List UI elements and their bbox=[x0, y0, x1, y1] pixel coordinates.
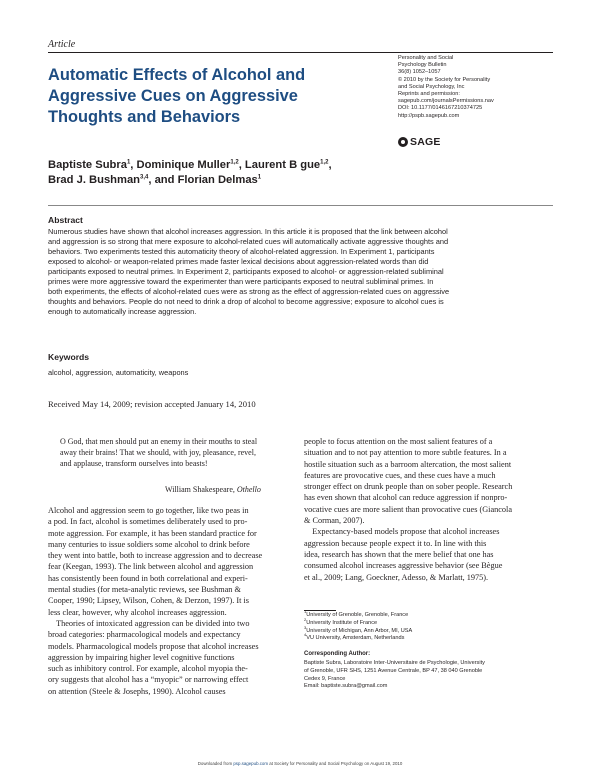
corresponding-author-email[interactable]: Email: baptiste.subra@gmail.com bbox=[304, 683, 388, 690]
body-line: mote aggression. For example, it has been standard practice for bbox=[48, 528, 257, 538]
header-rule bbox=[48, 52, 553, 53]
body-line: ory suggests that alcohol has a “myopic” or narrowing effect bbox=[48, 675, 249, 685]
corresponding-author-heading: Corresponding Author: bbox=[304, 651, 371, 657]
sage-logo-icon bbox=[398, 137, 408, 147]
abstract-line: exposed to alcohol- or weapon-related primes made faster lexical decisions about aggression-related words than did bbox=[48, 257, 429, 266]
author-line bbox=[48, 158, 378, 173]
body-line: features are provocative cues, and these cues have a much bbox=[304, 470, 496, 480]
journal-info-line: 36(8) 1052–1057 bbox=[398, 69, 441, 76]
abstract-rule bbox=[48, 205, 553, 206]
body-line: mental studies (for meta-analytic reviews, see Bushman & bbox=[48, 585, 241, 595]
abstract-line: participants exposed to neutral primes. In Experiment 2, participants exposed to alcohol- or aggression-related subliminal bbox=[48, 267, 444, 276]
keywords-heading: Keywords bbox=[48, 352, 90, 362]
epigraph-quote bbox=[60, 436, 300, 469]
author-name: , Laurent B gue bbox=[238, 159, 321, 171]
abstract-line: primes were more aggressive toward the experimenter than were participants exposed to neutral subliminal primes. In bbox=[48, 277, 434, 286]
body-column-left bbox=[48, 505, 262, 697]
sage-logo bbox=[398, 136, 441, 148]
download-footer bbox=[0, 761, 600, 766]
doi-line: DOI: 10.1177/0146167210374725 bbox=[398, 105, 483, 112]
journal-info-line: © 2010 by the Society for Personality bbox=[398, 76, 491, 83]
affiliation-sup: 2 bbox=[304, 616, 307, 622]
author-name: Baptiste Subra bbox=[48, 159, 127, 171]
journal-info-line: Reprints and permission: bbox=[398, 91, 460, 98]
body-line: hostile situation such as a barroom altercation, the most salient bbox=[304, 459, 512, 469]
epigraph-work: Othello bbox=[236, 485, 261, 494]
abstract-heading: Abstract bbox=[48, 215, 83, 225]
article-title bbox=[48, 65, 378, 128]
body-line: Expectancy-based models propose that alcohol increases bbox=[304, 527, 500, 537]
author-affiliation-sup: 1,2 bbox=[230, 159, 239, 166]
article-type-label: Article bbox=[48, 39, 76, 50]
abstract-body bbox=[48, 227, 553, 317]
author-affiliation-sup: 3,4 bbox=[140, 174, 149, 181]
body-line: Cooper, 1990; Lipsey, Wilson, Cohen, & Derzon, 1997). It is bbox=[48, 596, 249, 606]
corresponding-author-line: Baptiste Subra, Laboratoire Inter-Universitaire de Psychologie, University bbox=[304, 660, 485, 666]
epigraph-line: and applause, transform ourselves into beasts! bbox=[60, 459, 208, 468]
body-line: Alcohol and aggression seem to go together, like two peas in bbox=[48, 506, 249, 515]
epigraph-line: away their brains! That we should, with joy, pleasance, revel, bbox=[60, 448, 256, 457]
download-footer-link[interactable]: psp.sagepub.com bbox=[233, 761, 269, 766]
journal-info bbox=[398, 55, 568, 120]
author-affiliation-sup: 1 bbox=[257, 174, 262, 181]
affiliations bbox=[304, 609, 413, 643]
abstract-line: enough to automatically increase aggression. bbox=[48, 307, 197, 316]
body-line: many centuries to issue soldiers some alcohol to drink before bbox=[48, 539, 250, 549]
body-line: idea, research has shown that the mere belief that one has bbox=[304, 549, 494, 559]
body-line: consumed alcohol increases aggressive behavior (see Bègue bbox=[304, 561, 503, 571]
body-line: they went into battle, both to increase aggression and to decrease bbox=[48, 551, 263, 561]
author-affiliation-sup: 1 bbox=[126, 159, 131, 166]
body-line: models. Pharmacological models propose that alcohol increases bbox=[48, 641, 259, 651]
download-footer-suffix: at Society for Personality and Social Psychology on August 19, 2010 bbox=[268, 761, 403, 766]
journal-info-line: and Social Psychology, Inc bbox=[398, 83, 465, 90]
abstract-line: thoughts and behaviors. People do not need to drink a drop of alcohol to become aggressive; exposure to alcohol cues is bbox=[48, 297, 444, 306]
keywords-list: alcohol, aggression, automaticity, weapons bbox=[48, 368, 189, 377]
affiliation-text: University of Michigan, Ann Arbor, MI, USA bbox=[306, 627, 413, 634]
affiliation-text: VU University, Amsterdam, Netherlands bbox=[306, 635, 405, 642]
author-line bbox=[48, 173, 378, 188]
body-line: et al., 2009; Lang, Goeckner, Adesso, & Marlatt, 1975). bbox=[304, 572, 489, 582]
body-line: broad categories: pharmacological models and expectancy bbox=[48, 630, 241, 640]
author-list bbox=[48, 158, 378, 188]
affiliation-text: University Institute of France bbox=[306, 619, 378, 626]
body-line: has even shown that alcohol can reduce aggression if nonpro- bbox=[304, 493, 508, 503]
author-name: , and Florian Delmas bbox=[148, 174, 258, 186]
body-line: Theories of intoxicated aggression can be divided into two bbox=[48, 618, 250, 628]
title-line: Automatic Effects of Alcohol and bbox=[48, 66, 306, 84]
received-dates: Received May 14, 2009; revision accepted January 14, 2010 bbox=[48, 399, 256, 409]
body-line: fear (Keegan, 1993). The link between alcohol and aggression bbox=[48, 562, 254, 572]
body-line: a pod. In fact, alcohol is sometimes deliberately used to pro- bbox=[48, 517, 248, 527]
journal-info-line: Personality and Social bbox=[398, 55, 454, 61]
epigraph-attribution bbox=[165, 485, 261, 494]
corresponding-author-line: Cedex 9, France bbox=[304, 675, 346, 682]
journal-info-line: Psychology Bulletin bbox=[398, 62, 447, 69]
author-separator: , bbox=[328, 159, 332, 171]
abstract-line: Numerous studies have shown that alcohol increases aggression. In this article it is proposed that the link between alcohol bbox=[48, 227, 448, 236]
affiliation-line bbox=[304, 616, 412, 628]
affiliation-line bbox=[304, 632, 412, 643]
affiliation-sup: 3 bbox=[304, 624, 307, 630]
corresponding-author-line: of Grenoble, UFR SHS, 1251 Avenue Centrale, BP 47, 38 040 Grenoble bbox=[304, 667, 483, 674]
footnote-rule bbox=[304, 610, 336, 611]
body-line: aggression because people expect it to. In line with this bbox=[304, 538, 487, 548]
body-line: such as inhibitory control. For example, alcohol myopia the- bbox=[48, 664, 248, 674]
title-line: Aggressive Cues on Aggressive bbox=[48, 87, 298, 105]
corresponding-author-details bbox=[304, 660, 485, 691]
affiliation-sup: 1 bbox=[304, 609, 307, 615]
abstract-line: behaviors. Two experiments tested this automaticity theory of alcohol-related aggression. In Experiment 1, participants bbox=[48, 247, 435, 256]
download-footer-prefix: Downloaded from bbox=[197, 761, 234, 766]
abstract-line: both experiments, the effects of alcohol-related cues were as strong as the effect of aggression-related cues on aggressive bbox=[48, 287, 450, 296]
journal-url-link[interactable]: http://pspb.sagepub.com bbox=[398, 112, 460, 119]
body-line: situation and to not pay attention to more subtle features. In a bbox=[304, 448, 507, 458]
title-line: Thoughts and Behaviors bbox=[48, 108, 241, 126]
affiliation-text: University of Grenoble, Grenoble, France bbox=[306, 612, 409, 618]
epigraph-author: William Shakespeare, bbox=[165, 485, 237, 494]
permissions-link[interactable]: sagepub.com/journalsPermissions.nav bbox=[398, 98, 494, 105]
author-name: , Dominique Muller bbox=[130, 159, 231, 171]
body-line: & Corman, 2007). bbox=[304, 516, 365, 526]
body-column-right bbox=[304, 436, 512, 583]
epigraph-line: O God, that men should put an enemy in their mouths to steal bbox=[60, 437, 258, 446]
affiliation-sup: 4 bbox=[304, 632, 307, 638]
body-line: less clear, however, why alcohol increases aggression. bbox=[48, 607, 227, 617]
body-line: has consistently been found in both correlational and experi- bbox=[48, 573, 248, 583]
body-line: stronger effect on drunk people than on sober people. Research bbox=[304, 482, 513, 492]
body-line: aggression by impairing higher level cognitive functions bbox=[48, 652, 235, 662]
sage-logo-text: SAGE bbox=[410, 136, 441, 148]
abstract-line: and aggression is so strong that mere exposure to alcohol-related cues will automatically activate aggressive thoughts and bbox=[48, 237, 449, 246]
body-line: people to focus attention on the most salient features of a bbox=[304, 437, 493, 446]
body-line: on attention (Steele & Josephs, 1990). Alcohol causes bbox=[48, 686, 226, 696]
author-name: Brad J. Bushman bbox=[48, 174, 141, 186]
body-line: vocative cues are more salient than provocative cues (Giancola bbox=[304, 504, 512, 514]
author-affiliation-sup: 1,2 bbox=[320, 159, 329, 166]
affiliation-line bbox=[304, 609, 412, 620]
